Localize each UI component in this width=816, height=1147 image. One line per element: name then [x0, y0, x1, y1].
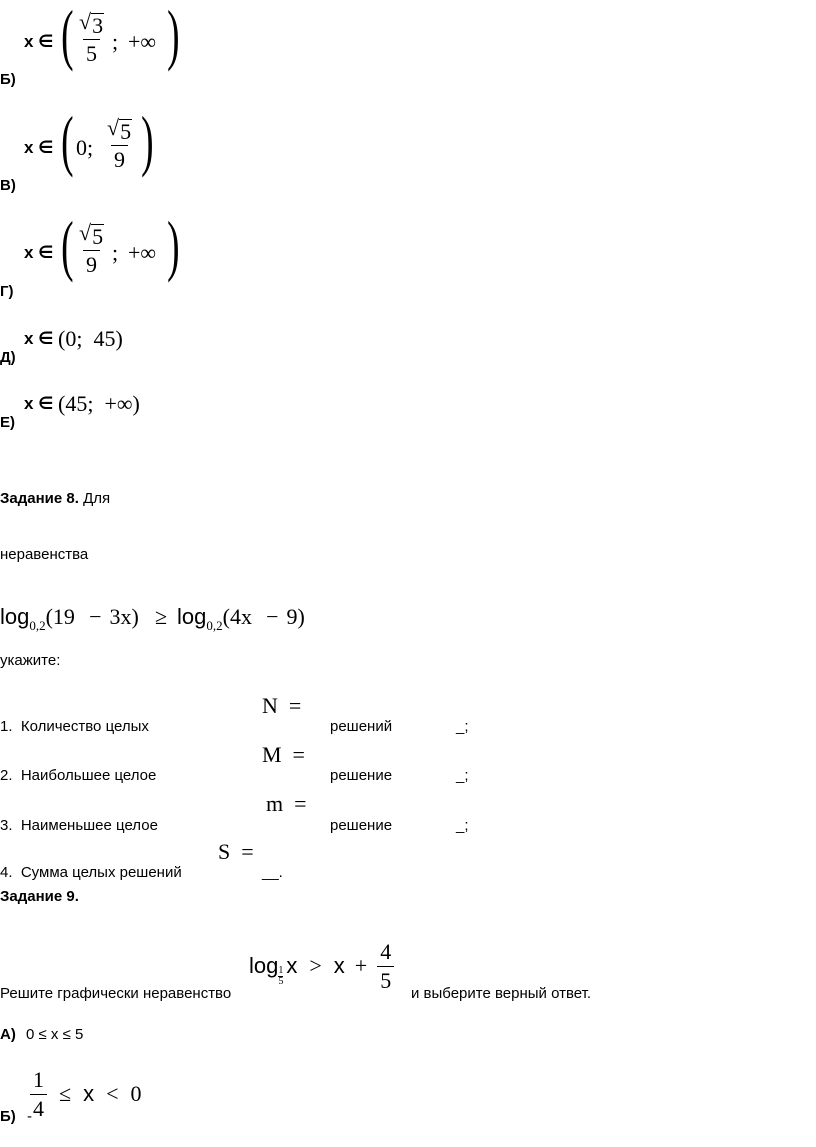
option-v: [0, 102, 220, 202]
task9-answer-b-expr: $\frac{1}{4}$ ≤ x < 0: [30, 1064, 142, 1124]
task9-answer-a: [0, 1026, 83, 1043]
task8-item-3-var: m =: [266, 791, 307, 816]
option-b-fraction: √ 3 5: [79, 9, 104, 67]
task9-prompt-left: Решите графически неравенство: [0, 985, 232, 1002]
task8-item-4-text: 4. Сумма целых решений: [0, 864, 182, 881]
option-g-prefix: x ∈: [24, 243, 54, 262]
task8-item-1-word: решений: [330, 718, 393, 735]
option-b-sep: ;: [112, 29, 119, 54]
option-b-open-paren: (: [61, 0, 74, 72]
option-d-prefix: x ∈: [24, 329, 54, 348]
option-b-label: Б): [0, 71, 16, 88]
task8-heading: [0, 490, 110, 507]
task9-title: Задание 9.: [0, 888, 79, 905]
option-d-label: Д): [0, 349, 16, 366]
option-g-fraction: √ 5 9: [79, 220, 104, 278]
option-g-label: Г): [0, 283, 14, 300]
option-g: [0, 207, 220, 307]
option-e-prefix: x ∈: [24, 394, 54, 413]
option-v-label: В): [0, 177, 16, 194]
task8-inequality: $\log_{0,2}(19 - 3x) \ge \log_{0,2}(4x - 9)$: [0, 604, 305, 633]
task8-item-3-text: 3. Наименьшее целое: [0, 817, 158, 834]
option-v-close-paren: ): [141, 102, 154, 178]
task8-item-1-text: 1. Количество целых: [0, 718, 149, 735]
task8-item-4-var: S =: [218, 839, 254, 864]
task8-item-1-var: N =: [262, 693, 302, 718]
task8-ask: укажите:: [0, 652, 61, 669]
task9-answer-a-label: А): [0, 1026, 16, 1043]
option-g-sep: ;: [112, 240, 119, 265]
option-g-right: +∞: [128, 240, 157, 265]
task8-item-2-text: 2. Наибольшее целое: [0, 767, 157, 784]
task8-item-4-tail[interactable]: __.: [262, 864, 283, 881]
option-v-left: 0;: [76, 135, 94, 160]
task8-item-2-word: решение: [330, 767, 393, 784]
task9-answer-a-text: 0 ≤ x ≤ 5: [26, 1026, 84, 1043]
option-v-fraction: √ 5 9: [107, 115, 132, 173]
task8-item-3-tail[interactable]: _;: [456, 817, 469, 834]
option-b: [0, 0, 220, 96]
option-v-open-paren: (: [61, 102, 74, 178]
option-e-interval: (45; +∞): [58, 391, 140, 416]
task8-item-2-tail[interactable]: _;: [456, 767, 469, 784]
task8-item-1-tail[interactable]: _;: [456, 718, 469, 735]
task9-prompt-right: и выберите верный ответ.: [411, 985, 591, 1002]
task9-answer-b-label: Б): [0, 1108, 16, 1125]
task8-item-2-var: M =: [262, 742, 305, 767]
option-e-label: Е): [0, 414, 15, 431]
option-b-prefix: x ∈: [24, 32, 54, 51]
option-b-right: +∞: [128, 29, 157, 54]
task9-inequality: log 1 5 x > x + $\frac{4}{5}$: [249, 940, 394, 992]
task8-item-3-word: решение: [330, 817, 393, 834]
option-d-interval: (0; 45): [58, 326, 123, 351]
option-g-close-paren: ): [167, 207, 180, 283]
option-g-open-paren: (: [61, 207, 74, 283]
task8-line2: неравенства: [0, 546, 89, 563]
option-v-prefix: x ∈: [24, 138, 54, 157]
option-b-close-paren: ): [167, 0, 180, 72]
task8-title: Задание 8.: [0, 490, 79, 507]
task8-title-rest: Для: [78, 490, 111, 507]
task9-answer-b-minus: -: [27, 1108, 32, 1125]
